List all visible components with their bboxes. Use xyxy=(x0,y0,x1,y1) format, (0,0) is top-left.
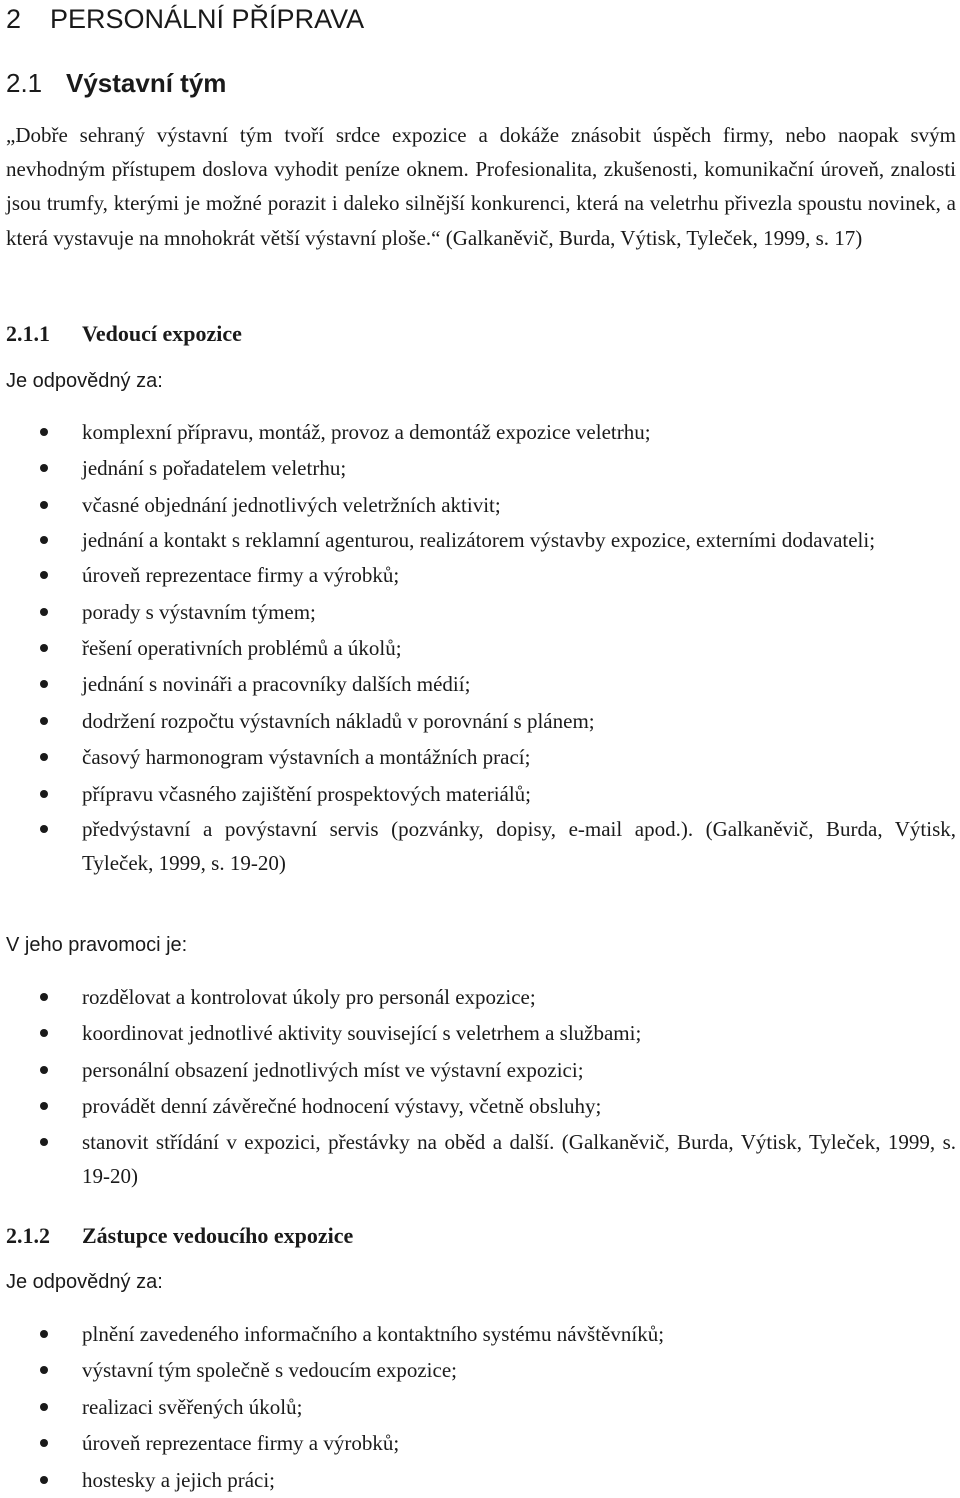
subsection-heading-2 xyxy=(6,1223,353,1249)
responsibility-list-2 xyxy=(0,1316,956,1498)
list-item: komplexní přípravu, montáž, provoz a demontáž expozice veletrhu; xyxy=(0,414,956,450)
list-item: řešení operativních problémů a úkolů; xyxy=(0,630,956,666)
subsection-number: 2.1.1 xyxy=(6,321,50,346)
list-item: jednání s novináři a pracovníky dalších médií; xyxy=(0,666,956,702)
list-item: úroveň reprezentace firmy a výrobků; xyxy=(0,1425,956,1461)
powers-list xyxy=(0,979,956,1193)
list-item: provádět denní závěrečné hodnocení výstavy, včetně obsluhy; xyxy=(0,1088,956,1124)
section-title: Výstavní tým xyxy=(66,68,227,98)
responsibility-list xyxy=(0,414,956,880)
list-item: výstavní tým společně s vedoucím expozice; xyxy=(0,1352,956,1388)
list-item: stanovit střídání v expozici, přestávky na oběd a další. (Galkaněvič, Burda, Výtisk, Tyleček, 1999, s. 19-20) xyxy=(0,1125,956,1193)
subsection-title: Vedoucí expozice xyxy=(82,321,242,346)
list-item: hostesky a jejich práci; xyxy=(0,1462,956,1498)
section-number: 2.1 xyxy=(6,68,43,98)
subsection-heading-1 xyxy=(6,321,242,347)
list-item: koordinovat jednotlivé aktivity související s veletrhem a službami; xyxy=(0,1015,956,1051)
chapter-number: 2 xyxy=(6,4,22,34)
list-item: včasné objednání jednotlivých veletržních aktivit; xyxy=(0,487,956,523)
subsection-number: 2.1.2 xyxy=(6,1223,50,1248)
list-item: porady s výstavním týmem; xyxy=(0,594,956,630)
list-item: rozdělovat a kontrolovat úkoly pro personál expozice; xyxy=(0,979,956,1015)
list-item: jednání a kontakt s reklamní agenturou, realizátorem výstavby expozice, externími dodavateli; xyxy=(0,523,956,557)
list-item: časový harmonogram výstavních a montážních prací; xyxy=(0,739,956,775)
list-item: úroveň reprezentace firmy a výrobků; xyxy=(0,557,956,593)
quote-paragraph: „Dobře sehraný výstavní tým tvoří srdce expozice a dokáže znásobit úspěch firmy, nebo naopak svým nevhodným přístupem doslova vyhodit peníze oknem. Profesionalita, zkušenosti, komunikační úroveň, znalosti jsou trumfy, kterými je možné porazit i daleko silnější konkurenci, která na veletrhu přivezla spoustu novinek, a která vystavuje na mnohokrát větší výstavní ploše.“ (Galkaněvič, Burda, Výtisk, Tyleček, 1999, s. 17) xyxy=(6,123,956,250)
powers-intro: V jeho pravomoci je: xyxy=(6,934,188,956)
subsection-title: Zástupce vedoucího expozice xyxy=(82,1223,354,1248)
list-item: personální obsazení jednotlivých míst ve výstavní expozici; xyxy=(0,1052,956,1088)
list-item: realizaci svěřených úkolů; xyxy=(0,1389,956,1425)
list-item: přípravu včasného zajištění prospektových materiálů; xyxy=(0,776,956,812)
list-item: dodržení rozpočtu výstavních nákladů v porovnání s plánem; xyxy=(0,703,956,739)
chapter-title: PERSONÁLNÍ PŘÍPRAVA xyxy=(50,4,365,34)
responsible-intro: Je odpovědný za: xyxy=(6,370,163,392)
list-item: plnění zavedeného informačního a kontaktního systému návštěvníků; xyxy=(0,1316,956,1352)
list-item: předvýstavní a povýstavní servis (pozvánky, dopisy, e-mail apod.). (Galkaněvič, Burda, Výtisk, Tyleček, 1999, s. 19-20) xyxy=(0,812,956,880)
responsible-intro-2: Je odpovědný za: xyxy=(6,1271,163,1293)
chapter-heading xyxy=(6,4,364,35)
section-heading xyxy=(6,68,226,99)
list-item: jednání s pořadatelem veletrhu; xyxy=(0,450,956,486)
